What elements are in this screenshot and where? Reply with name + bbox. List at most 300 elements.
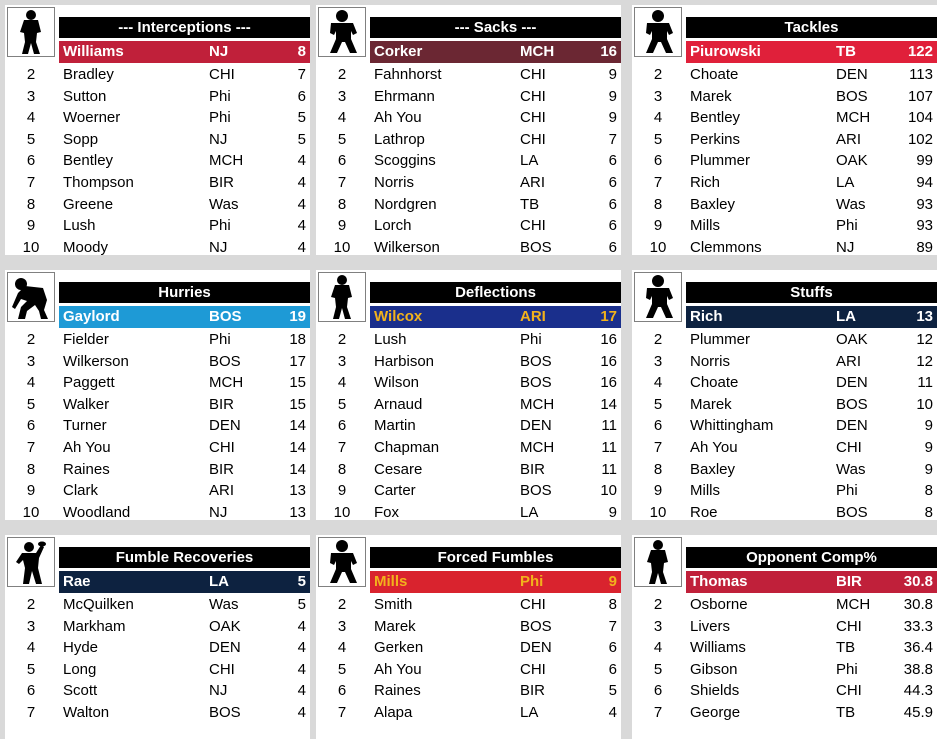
rank-cell: 3 [26,352,36,370]
panel-title: --- Interceptions --- [59,17,310,38]
rank-cell: 4 [337,109,347,127]
team-cell: DEN [836,66,868,83]
rank-cell: 5 [26,660,36,678]
leader-panel [632,5,937,255]
rank-cell: 8 [26,195,36,213]
rank-cell: 10 [22,503,40,521]
rank-cell: 6 [337,682,347,700]
stat-value-cell: 9 [608,503,617,521]
table-row [316,415,621,437]
leader-name: Mills [374,573,408,590]
stat-value-cell: 7 [608,617,617,635]
leader-name: Wilcox [374,308,423,325]
player-running-icon [634,537,682,587]
leader-row [686,571,937,593]
team-cell: TB [520,195,540,213]
leader-name: Rich [690,308,723,325]
player-name-cell: Mills [690,482,720,500]
table-row [316,594,621,616]
team-cell: BIR [520,460,546,478]
rank-cell: 5 [653,130,663,148]
team-cell: Phi [209,331,231,348]
rank-cell: 4 [26,374,36,392]
team-cell: MCH [209,152,244,170]
stat-value-cell: 17 [289,352,306,370]
rank-cell: 2 [337,66,347,83]
team-cell: CHI [836,617,862,635]
rankings-list [316,64,621,258]
team-cell: NJ [209,682,228,700]
table-row [632,394,937,416]
leader-name: Gaylord [63,308,120,325]
rank-cell: 10 [649,503,667,521]
stat-value-cell: 6 [608,173,617,191]
table-row [5,107,310,129]
table-row [632,351,937,373]
team-cell: Phi [836,660,858,678]
rank-cell: 10 [649,238,667,256]
rank-cell: 5 [337,130,347,148]
player-name-cell: Marek [374,617,416,635]
player-name-cell: Fox [374,503,400,521]
stat-value-cell: 18 [289,331,306,348]
table-row [316,680,621,702]
stat-value-cell: 13 [289,482,306,500]
leader-team: Phi [520,573,544,590]
stat-value-cell: 10 [916,395,933,413]
team-cell: DEN [209,417,241,435]
rankings-list [5,64,310,258]
table-row [632,150,937,172]
team-cell: Was [209,596,239,613]
rank-cell: 9 [26,217,36,235]
team-cell: MCH [520,395,555,413]
team-cell: LA [520,503,539,521]
team-cell: LA [836,173,855,191]
team-cell: BOS [520,238,552,256]
table-row [316,394,621,416]
player-name-cell: Markham [63,617,126,635]
team-cell: LA [520,152,539,170]
table-row [316,237,621,259]
player-name-cell: Mills [690,217,720,235]
stat-value-cell: 14 [289,438,306,456]
panel-title: Deflections [370,282,621,303]
team-cell: BIR [520,682,546,700]
player-name-cell: Ah You [374,660,422,678]
player-name-cell: Thompson [63,173,134,191]
table-row [632,215,937,237]
leader-team: BOS [209,308,242,325]
player-name-cell: Scoggins [374,152,436,170]
table-row [632,64,937,86]
leader-team: BIR [836,573,862,590]
rank-cell: 2 [337,331,347,348]
table-row [632,680,937,702]
rank-cell: 8 [26,460,36,478]
stat-value-cell: 14 [600,395,617,413]
player-name-cell: Ah You [690,438,738,456]
stat-value-cell: 6 [297,87,306,105]
rank-cell: 4 [26,639,36,657]
team-cell: Was [209,195,239,213]
stat-value-cell: 6 [608,152,617,170]
rank-cell: 2 [337,596,347,613]
player-name-cell: Greene [63,195,114,213]
rank-cell: 7 [653,173,663,191]
rank-cell: 7 [653,703,663,721]
table-row [316,502,621,524]
team-cell: TB [836,639,856,657]
rank-cell: 3 [653,617,663,635]
player-name-cell: Wilkerson [63,352,129,370]
team-cell: BOS [836,395,868,413]
player-name-cell: Walton [63,703,110,721]
player-name-cell: Lush [374,331,407,348]
player-name-cell: Livers [690,617,731,635]
table-row [316,437,621,459]
leader-row [59,306,310,328]
leader-value: 30.8 [903,573,933,590]
rank-cell: 4 [653,109,663,127]
rankings-list [5,329,310,523]
rank-cell: 2 [653,596,663,613]
table-row [632,129,937,151]
team-cell: CHI [520,130,546,148]
table-row [5,394,310,416]
table-row [5,237,310,259]
player-name-cell: Ah You [63,438,111,456]
stat-value-cell: 93 [916,195,933,213]
stat-value-cell: 33.3 [903,617,933,635]
stat-value-cell: 9 [924,460,933,478]
stat-value-cell: 36.4 [903,639,933,657]
rank-cell: 10 [22,238,40,256]
team-cell: BIR [209,460,235,478]
table-row [5,594,310,616]
rank-cell: 4 [337,374,347,392]
stat-value-cell: 5 [297,596,306,613]
stat-value-cell: 8 [924,503,933,521]
stat-value-cell: 5 [608,682,617,700]
linebacker-stance-icon [318,537,366,587]
rank-cell: 5 [337,660,347,678]
team-cell: BOS [520,352,552,370]
rank-cell: 7 [26,438,36,456]
player-name-cell: Bradley [63,66,114,83]
rank-cell: 5 [26,395,36,413]
stat-value-cell: 16 [600,374,617,392]
team-cell: Phi [520,331,542,348]
player-name-cell: Walker [63,395,110,413]
team-cell: OAK [836,331,868,348]
player-name-cell: Moody [63,238,109,256]
rank-cell: 5 [337,395,347,413]
player-name-cell: Rich [690,173,721,191]
leader-team: LA [836,308,856,325]
player-name-cell: Martin [374,417,416,435]
leader-name: Thomas [690,573,748,590]
rank-cell: 6 [26,682,36,700]
player-name-cell: Arnaud [374,395,423,413]
player-name-cell: Paggett [63,374,115,392]
stat-value-cell: 4 [297,682,306,700]
table-row [316,172,621,194]
player-name-cell: Chapman [374,438,440,456]
player-name-cell: Wilson [374,374,420,392]
stat-value-cell: 45.9 [903,703,933,721]
stat-value-cell: 113 [909,66,933,83]
team-cell: ARI [209,482,235,500]
team-cell: CHI [520,660,546,678]
stat-value-cell: 107 [907,87,933,105]
rank-cell: 10 [333,238,351,256]
table-row [316,86,621,108]
team-cell: Phi [836,482,858,500]
table-row [5,502,310,524]
team-cell: CHI [520,87,546,105]
player-name-cell: Woodland [63,503,131,521]
player-name-cell: Scott [63,682,98,700]
table-row [5,86,310,108]
rank-cell: 10 [333,503,351,521]
stat-value-cell: 4 [297,173,306,191]
player-name-cell: Raines [63,460,110,478]
stat-value-cell: 7 [608,130,617,148]
table-row [632,480,937,502]
rankings-list [316,594,621,724]
rank-cell: 4 [337,639,347,657]
stat-value-cell: 9 [924,417,933,435]
player-name-cell: Sutton [63,87,107,105]
leader-row [370,41,621,63]
leader-panel [316,535,621,739]
quarterback-throwing-icon [7,537,55,587]
player-name-cell: Gerken [374,639,424,657]
leader-team: ARI [520,308,546,325]
table-row [632,86,937,108]
rank-cell: 8 [337,460,347,478]
team-cell: OAK [209,617,241,635]
leader-panel [316,270,621,520]
player-name-cell: McQuilken [63,596,134,613]
linebacker-stance-icon [634,7,682,57]
stat-value-cell: 11 [601,438,617,456]
player-name-cell: Plummer [690,331,751,348]
leader-value: 13 [916,308,933,325]
linebacker-stance-icon [634,272,682,322]
table-row [5,437,310,459]
stat-value-cell: 8 [924,482,933,500]
player-name-cell: Roe [690,503,718,521]
team-cell: CHI [520,66,546,83]
table-row [5,215,310,237]
stat-value-cell: 4 [297,217,306,235]
team-cell: CHI [836,682,862,700]
stat-value-cell: 11 [601,417,617,435]
rankings-list [316,329,621,523]
player-name-cell: Baxley [690,460,736,478]
table-row [5,702,310,724]
stat-value-cell: 4 [608,703,617,721]
panel-title: Forced Fumbles [370,547,621,568]
team-cell: NJ [209,130,228,148]
player-name-cell: Marek [690,395,732,413]
stat-value-cell: 16 [600,352,617,370]
rankings-list [632,594,937,724]
stat-value-cell: 6 [608,639,617,657]
table-row [632,329,937,351]
stat-value-cell: 4 [297,152,306,170]
team-cell: BOS [520,374,552,392]
table-row [316,64,621,86]
team-cell: BIR [209,173,235,191]
player-running-icon [318,272,366,322]
stat-value-cell: 14 [289,417,306,435]
player-name-cell: Perkins [690,130,741,148]
player-name-cell: Norris [690,352,730,370]
rank-cell: 3 [653,352,663,370]
stat-value-cell: 10 [600,482,617,500]
stat-value-cell: 6 [608,238,617,256]
rank-cell: 9 [337,217,347,235]
table-row [632,659,937,681]
team-cell: BOS [520,617,552,635]
rank-cell: 2 [26,596,36,613]
player-name-cell: George [690,703,741,721]
stat-value-cell: 89 [916,238,933,256]
leader-value: 8 [297,43,306,60]
rank-cell: 6 [26,152,36,170]
team-cell: Phi [209,87,231,105]
stat-value-cell: 30.8 [903,596,933,613]
stat-value-cell: 93 [916,217,933,235]
stat-value-cell: 44.3 [903,682,933,700]
rankings-list [632,329,937,523]
player-name-cell: Long [63,660,97,678]
table-row [5,480,310,502]
stat-value-cell: 15 [289,395,306,413]
team-cell: ARI [836,352,862,370]
stat-value-cell: 9 [608,87,617,105]
rankings-list [5,594,310,724]
team-cell: MCH [209,374,244,392]
leader-value: 17 [600,308,617,325]
rank-cell: 5 [653,660,663,678]
stat-value-cell: 9 [608,66,617,83]
stat-value-cell: 5 [297,130,306,148]
player-name-cell: Turner [63,417,107,435]
rank-cell: 7 [337,173,347,191]
table-row [316,659,621,681]
stat-value-cell: 15 [289,374,306,392]
rank-cell: 8 [653,195,663,213]
rank-cell: 3 [337,617,347,635]
team-cell: CHI [520,596,546,613]
stat-value-cell: 6 [608,217,617,235]
leader-row [686,306,937,328]
team-cell: BOS [836,503,868,521]
rank-cell: 9 [653,217,663,235]
table-row [632,702,937,724]
panel-title: Tackles [686,17,937,38]
leader-row [686,41,937,63]
player-name-cell: Ehrmann [374,87,435,105]
lineman-crouch-icon [7,272,55,322]
team-cell: BOS [209,703,241,721]
leader-team: LA [209,573,229,590]
leader-panel [632,270,937,520]
table-row [5,329,310,351]
leader-row [59,571,310,593]
leader-value: 16 [600,43,617,60]
rank-cell: 7 [26,703,36,721]
rank-cell: 5 [653,395,663,413]
leader-team: TB [836,43,856,60]
leader-panel [5,5,310,255]
leader-row [59,41,310,63]
stat-value-cell: 11 [601,460,617,478]
leader-value: 19 [289,308,306,325]
player-name-cell: Shields [690,682,740,700]
leader-value: 5 [297,573,306,590]
rank-cell: 3 [337,352,347,370]
table-row [632,637,937,659]
leader-name: Williams [63,43,124,60]
player-name-cell: Choate [690,66,739,83]
table-row [5,64,310,86]
leader-panel [632,535,937,739]
stat-value-cell: 4 [297,639,306,657]
stat-value-cell: 11 [917,374,933,392]
table-row [632,437,937,459]
rank-cell: 6 [653,152,663,170]
rank-cell: 9 [337,482,347,500]
stat-value-cell: 4 [297,617,306,635]
team-cell: CHI [209,66,235,83]
leader-value: 122 [907,43,933,60]
player-name-cell: Wilkerson [374,238,440,256]
table-row [316,616,621,638]
stat-value-cell: 4 [297,195,306,213]
team-cell: Was [836,460,866,478]
panel-title: Hurries [59,282,310,303]
rank-cell: 3 [26,617,36,635]
rank-cell: 6 [337,417,347,435]
stat-value-cell: 7 [297,66,306,83]
player-name-cell: Woerner [63,109,121,127]
rank-cell: 7 [337,703,347,721]
leader-team: NJ [209,43,229,60]
team-cell: MCH [520,438,555,456]
stat-value-cell: 12 [916,331,933,348]
team-cell: Phi [209,109,231,127]
player-name-cell: Raines [374,682,421,700]
rank-cell: 4 [653,639,663,657]
rank-cell: 9 [26,482,36,500]
table-row [316,107,621,129]
team-cell: DEN [209,639,241,657]
rank-cell: 8 [337,195,347,213]
table-row [632,502,937,524]
stat-value-cell: 6 [608,195,617,213]
player-name-cell: Clemmons [690,238,762,256]
stat-value-cell: 4 [297,660,306,678]
panel-title: Fumble Recoveries [59,547,310,568]
leader-value: 9 [608,573,617,590]
team-cell: Was [836,195,866,213]
stat-value-cell: 38.8 [903,660,933,678]
